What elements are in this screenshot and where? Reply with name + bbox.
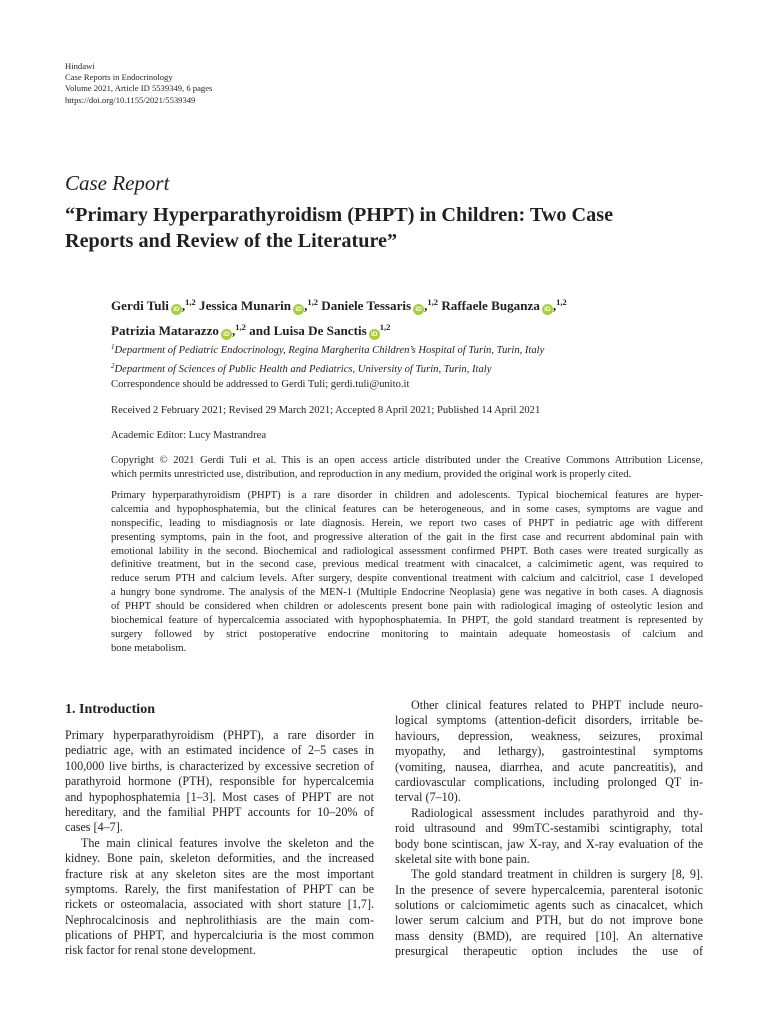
- correspondence: Correspondence should be addressed to Gerdi Tuli; gerdi.tuli@unito.it: [111, 379, 410, 390]
- abstract-line: Primary hyperparathyroidism (PHPT) is a rare disorder in children and adolescents. Typical biochemical features are hyper-: [111, 490, 703, 501]
- body-line: fracture risk at any skeleton sites are the most important: [65, 866, 374, 881]
- body-column-right: [395, 698, 703, 960]
- author-affiliation-marker: 1,2: [379, 321, 391, 332]
- author-name[interactable]: Jessica Munarin: [199, 298, 292, 313]
- orcid-icon[interactable]: iD: [221, 329, 232, 340]
- body-line: roid ultrasound and 99mTC-sestamibi scintigraphy, total: [395, 821, 703, 836]
- author-name[interactable]: Daniele Tessaris: [321, 298, 412, 313]
- author-list: Gerdi Tuli iD ,$^{1,2}$ Jessica Munarin iD ,$^{1,2}$ Daniele Tessaris iD ,$^{1,2}$ Raffaele Buganza iD ,$^{1,2}$ Patrizia Matarazzo iD ,$^{1,2}$ and Luisa De Sanctis iD$^{1,2}$: [111, 297, 567, 338]
- abstract-line: a hungry bone syndrome. The analysis of the MEN-1 (Multiple Endocrine Neoplasia) gene was negative in both cases. A diagnosis: [111, 587, 703, 599]
- orcid-icon[interactable]: iD: [293, 304, 304, 315]
- publisher-name: Hindawi: [65, 61, 95, 71]
- author-affiliation-marker: 1,2: [307, 297, 318, 307]
- body-line: pediatric age, with an estimated incidence of 2–5 cases in: [65, 743, 374, 758]
- abstract-line: biochemical feature of hypercalcemia associated with hypophosphatemia. In PHPT, the gold standard treatment is represented by: [111, 615, 703, 627]
- body-line: rickets or osteomalacia, associated with short stature [1,7].: [65, 897, 374, 912]
- title-line: “Primary Hyperparathyroidism (PHPT) in Children: Two Case: [65, 204, 614, 226]
- copyright-notice: [111, 454, 703, 482]
- orcid-icon[interactable]: iD: [542, 304, 553, 315]
- section-heading: 1. Introduction: [65, 702, 155, 717]
- abstract-line: reduce serum PTH and calcium levels. After surgery, despite conventional treatment with calcium and calcitriol, case 1 developed: [111, 573, 703, 585]
- affiliation-item: $^1$Department of Pediatric Endocrinology, Regina Margherita Children’s Hospital of Turin, Turin, Italy: [111, 343, 545, 356]
- abstract-line: definitive treatment, but in the second case, previous medical treatment with cinacalcet, a calcimimetic agent, was required to: [111, 559, 703, 571]
- body-line: hereditary, and the familial PHPT accounts for 10–20% of: [65, 804, 374, 819]
- body-line: 100,000 live births, is characterized by excessive secretion of: [65, 758, 374, 773]
- body-line: In the presence of severe hypercalcemia, parenteral isotonic: [395, 882, 703, 897]
- author-name[interactable]: Raffaele Buganza: [441, 298, 540, 313]
- body-line: parathyroid hormone (PTH), responsible for hypercalcemia: [65, 774, 374, 789]
- author-affiliation-marker: 1,2: [235, 321, 246, 332]
- body-line: haviours, depression, weakness, seizures, proximal: [395, 728, 703, 743]
- author-affiliation-marker: 1,2: [185, 297, 196, 307]
- abstract-line: calcemia and hypophosphatemia, but the clinical features can be heterogeneous, and in some cases, symptoms are vague and: [111, 503, 703, 515]
- body-line: (vomiting, nausea, diarrhea, and acute pancreatitis), and: [395, 759, 703, 774]
- body-line: lower serum calcium and PTH, but do not improve bone: [395, 913, 703, 928]
- body-line: myopathy, and lethargy), gastrointestinal symptoms: [395, 744, 703, 759]
- body-line: The gold standard treatment in children is surgery [8, 9].: [411, 867, 703, 882]
- author-affiliation-marker: 1,2: [427, 297, 439, 307]
- affiliations: [111, 340, 544, 377]
- body-line: skeletal site with bone pain.: [395, 851, 530, 866]
- article-type: Case Report: [65, 171, 170, 195]
- abstract-line: nonspecific, leading to misdiagnosis or late diagnosis. Herein, we report two cases of PHPT in pediatric age with different: [111, 517, 703, 529]
- body-line: Other clinical features related to PHPT include neuro-: [411, 698, 703, 712]
- body-line: plications of PHPT, and hypercalciuria is the most common: [65, 928, 374, 943]
- title-line: Reports and Review of the Literature”: [65, 229, 398, 252]
- doi-link[interactable]: https://doi.org/10.1155/2021/5539349: [65, 94, 196, 105]
- body-line: kidney. Bone pain, skeleton deformities, and the increased: [65, 851, 374, 866]
- body-line: solutions or calciomimetic agents such as cinacalcet, which: [395, 898, 703, 913]
- body-line: logical symptoms (attention-deficit disorders, irritable be-: [395, 713, 703, 728]
- author-name[interactable]: Patrizia Matarazzo: [111, 322, 219, 338]
- publication-dates: Received 2 February 2021; Revised 29 March 2021; Accepted 8 April 2021; Published 14 April 2021: [111, 405, 541, 416]
- body-line: mass density (BMD), are required [10]. An alternative: [395, 928, 703, 943]
- body-line: risk factor for renal stone development.: [65, 943, 256, 958]
- body-line: Radiological assessment includes parathyroid and thy-: [411, 805, 703, 820]
- affiliation-item: $^2$Department of Sciences of Public Health and Pediatrics, University of Turin, Turin, Italy: [111, 361, 492, 375]
- body-line: cases [4–7].: [65, 820, 123, 835]
- body-line: Nephrocalcinosis and nephrolithiasis are the main com-: [65, 912, 374, 927]
- body-line: Primary hyperparathyroidism (PHPT), a rare disorder in: [65, 728, 374, 742]
- copyright-line: which permits unrestricted use, distribution, and reproduction in any medium, provided the original work is properly cited.: [111, 468, 632, 480]
- journal-name: Case Reports in Endocrinology: [65, 72, 173, 83]
- body-line: body bone scintiscan, jaw X-ray, and X-ray evaluation of the: [395, 836, 703, 851]
- body-line: presurgical therapeutic option includes the use of: [395, 944, 703, 959]
- abstract-line: surgery followed by strict postoperative endocrine monitoring to maintain adequate homeostasis of calcium and: [111, 628, 703, 640]
- author-conjunction: and: [249, 322, 271, 338]
- body-column-left: [65, 728, 374, 959]
- journal-metadata: [65, 61, 212, 106]
- copyright-line: Copyright © 2021 Gerdi Tuli et al. This is an open access article distributed under the Creative Commons Attribution License,: [111, 455, 703, 466]
- abstract-line: emotional lability in the second. Biochemical and radiological assessment confirmed PHPT. Both cases were treated surgically as: [111, 545, 703, 557]
- article-title: [65, 203, 725, 254]
- body-line: The main clinical features involve the skeleton and the: [81, 835, 374, 850]
- abstract-line: presenting symptoms, pain in the foot, and progressive alteration of the gait in the first case and recurrent abdominal pain with: [111, 531, 703, 543]
- author-name[interactable]: Gerdi Tuli: [111, 298, 169, 313]
- author-affiliation-marker: 1,2: [556, 297, 567, 307]
- body-line: terval (7–10).: [395, 790, 461, 805]
- academic-editor: Academic Editor: Lucy Mastrandrea: [111, 430, 267, 441]
- volume-line: Volume 2021, Article ID 5539349, 6 pages: [65, 83, 213, 94]
- abstract: [111, 489, 703, 656]
- orcid-icon[interactable]: iD: [369, 329, 380, 340]
- body-line: symptoms. Rarely, the first manifestation of PHPT can be: [65, 881, 374, 896]
- body-line: and hypophosphatemia [1–3]. Most cases of PHPT are not: [65, 789, 374, 804]
- body-line: cardiovascular complications, including prolonged QT in-: [395, 774, 703, 789]
- abstract-line: bone metabolism.: [111, 642, 187, 654]
- orcid-icon[interactable]: iD: [171, 304, 182, 315]
- author-name[interactable]: Luisa De Sanctis: [273, 322, 367, 338]
- orcid-icon[interactable]: iD: [413, 304, 424, 315]
- abstract-line: of PHPT should be considered when children or adolescents present bone pain with radiological imaging of osteolytic lesion and: [111, 601, 703, 613]
